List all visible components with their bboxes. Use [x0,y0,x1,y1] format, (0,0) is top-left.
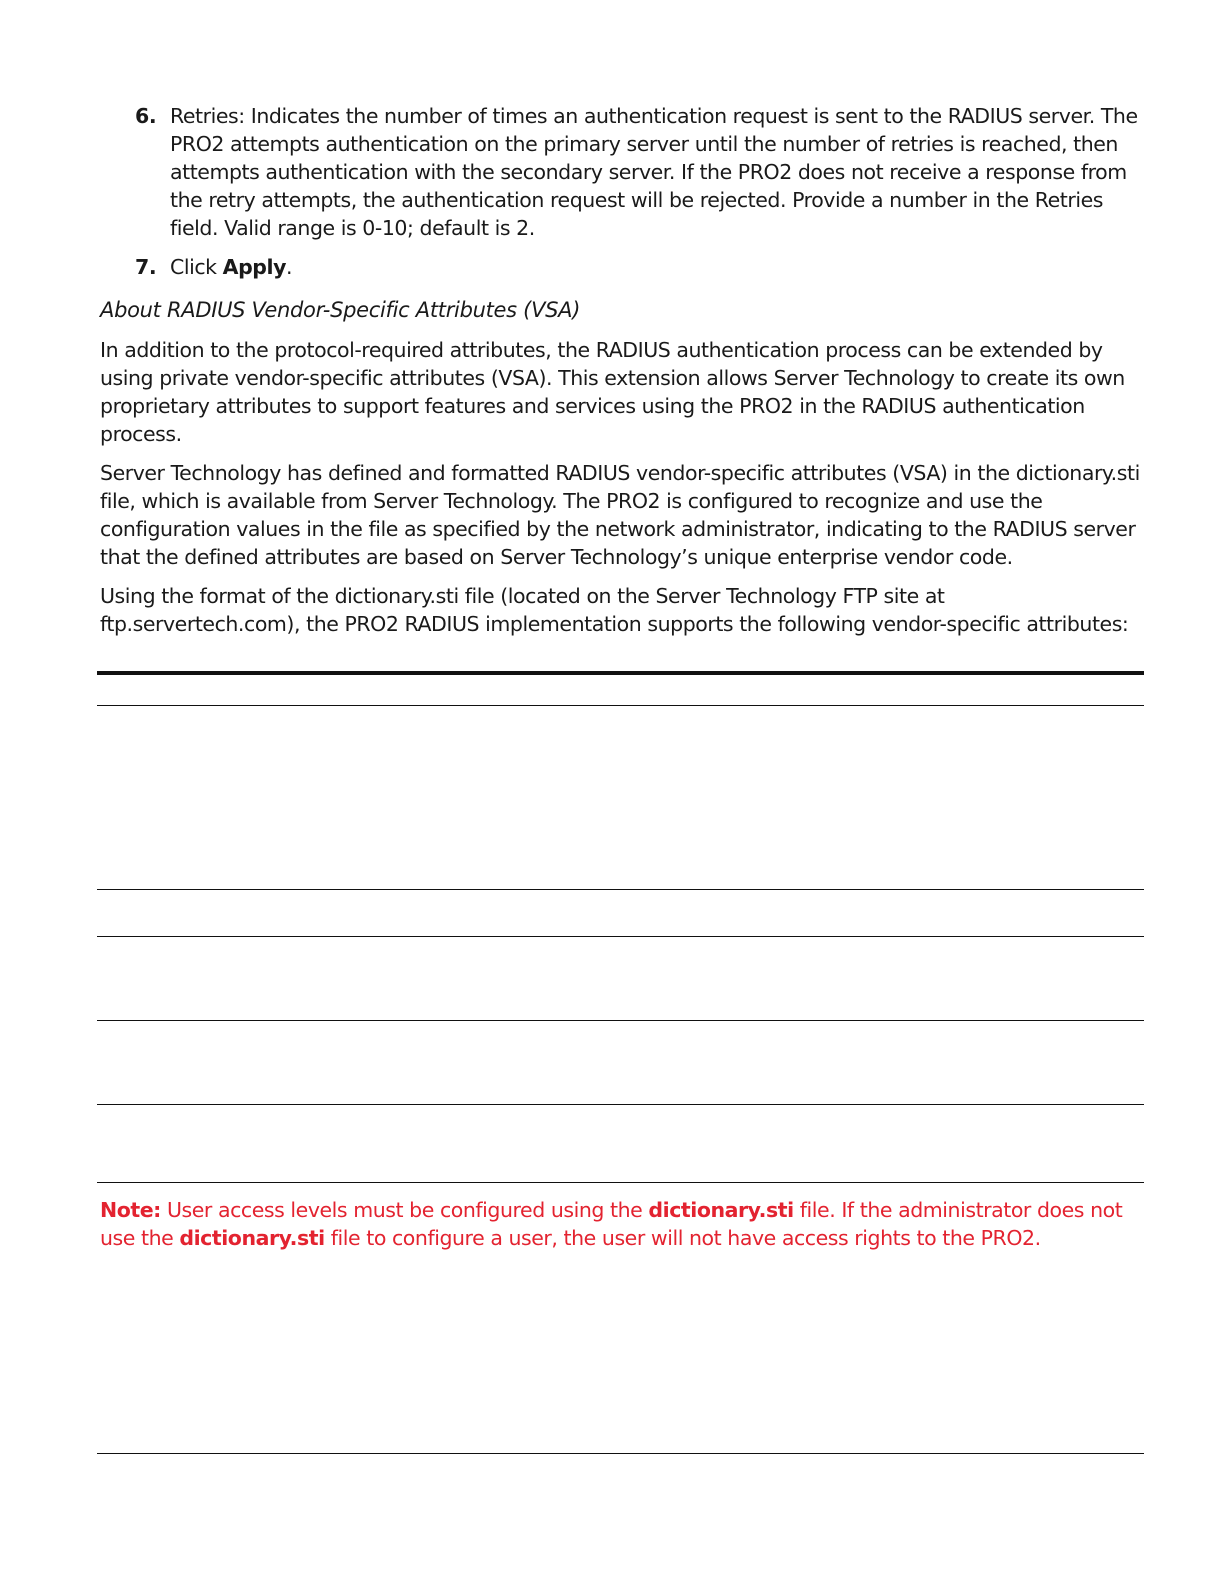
apply-label: Apply [222,255,287,279]
note-label: Note: [100,1198,161,1222]
step-7 [100,253,1150,281]
footer-rule [97,1453,1144,1454]
table-row-rule [97,705,1144,706]
step-prefix: Click [170,255,223,279]
table-row-rule [97,1104,1144,1105]
paragraph-format: Using the format of the dictionary.sti file (located on the Server Technology FTP site at ftp.servertech.com), the PRO2 RADIUS implementation supports the following vendor-specific attributes: [100,584,1129,636]
note-file-name: dictionary.sti [179,1226,325,1250]
section-heading: About RADIUS Vendor-Specific Attributes (VSA) [100,298,581,322]
note-file-name: dictionary.sti [648,1198,794,1222]
step-6 [100,102,1150,242]
paragraph-vsa-intro: In addition to the protocol-required attributes, the RADIUS authentication process can be extended by using private vendor-specific attributes (VSA). This extension allows Server Technology to create its own proprietary attributes to support features and services using the PRO2 in the RADIUS authentication process. [100,338,1125,446]
step-number: 6. [135,104,157,128]
step-number: 7. [135,255,157,279]
step-suffix: . [286,255,293,279]
table-row-rule [97,936,1144,937]
paragraph-dictionary: Server Technology has defined and formatted RADIUS vendor-specific attributes (VSA) in the dictionary.sti file, which is available from Server Technology. The PRO2 is configured to recognize and use the configuration values in the file as specified by the network administrator, indicating to the RADIUS server that the defined attributes are based on Server Technology’s unique enterprise vendor code. [100,461,1140,569]
note [100,1196,1145,1252]
note-text: User access levels must be configured using the [160,1198,649,1222]
step-text: Retries: Indicates the number of times an authentication request is sent to the RADIUS server. The PRO2 attempts authentication on the primary server until the number of retries is reached, then attempts authentication with the secondary server. If the PRO2 does not receive a response from the retry attempts, the authentication request will be rejected. Provide a number in the Retries field. Valid range is 0-10; default is 2. [170,104,1138,240]
step-text [170,253,1150,281]
table-bottom-rule [97,1182,1144,1183]
note-text: file to configure a user, the user will not have access rights to the PRO2. [324,1226,1041,1250]
table-row-rule [97,1020,1144,1021]
table-row-rule [97,889,1144,890]
note-text: file. If the administrator does not use the [100,1198,1123,1250]
table-top-rule [97,671,1144,675]
